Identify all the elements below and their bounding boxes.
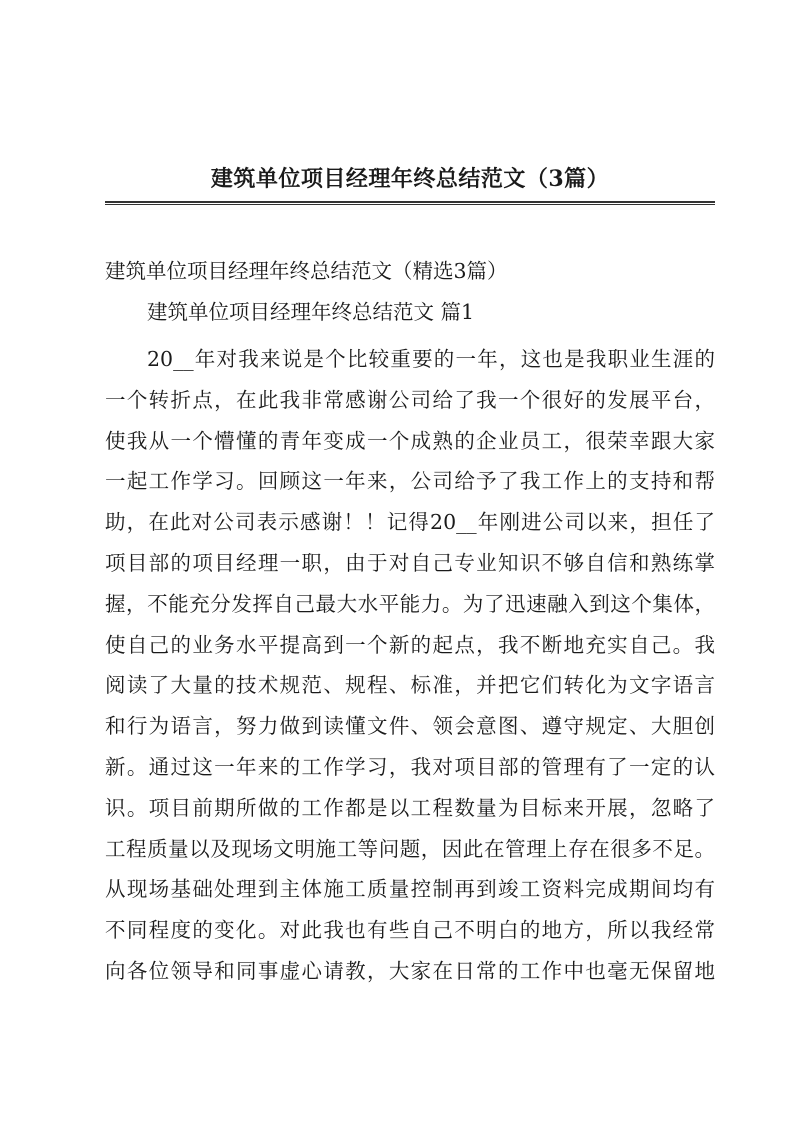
body-paragraph [105,339,725,992]
body-line: 20__年对我来说是个比较重要的一年，这也是我职业生涯的 [147,347,715,371]
body-line: 使我从一个懵懂的青年变成一个成熟的企业员工，很荣幸跟大家 [105,428,715,453]
body-line: 一个转折点，在此我非常感谢公司给了我一个很好的发展平台， [105,387,715,412]
body-line: 助，在此对公司表示感谢！！记得20__年刚进公司以来，担任了 [105,510,715,535]
body-line: 不同程度的变化。对此我也有些自己不明白的地方，所以我经常 [105,918,715,943]
body-line: 使自己的业务水平提高到一个新的起点，我不断地充实自己。我 [105,632,715,657]
document-title: 建筑单位项目经理年终总结范文（3篇） [210,166,610,192]
body-line: 和行为语言，努力做到读懂文件、领会意图、遵守规定、大胆创 [105,714,715,739]
body-line: 阅读了大量的技术规范、规程、标准，并把它们转化为文字语言 [105,673,715,698]
body-line: 握，不能充分发挥自己最大水平能力。为了迅速融入到这个集体， [105,591,715,616]
body-line: 工程质量以及现场文明施工等问题，因此在管理上存在很多不足。 [105,836,715,861]
title-divider [105,201,715,205]
body-line: 识。项目前期所做的工作都是以工程数量为目标来开展，忽略了 [105,795,715,820]
body-line: 从现场基础处理到主体施工质量控制再到竣工资料完成期间均有 [105,877,715,902]
section-heading: 建筑单位项目经理年终总结范文 篇1 [147,300,475,324]
body-line: 一起工作学习。回顾这一年来，公司给予了我工作上的支持和帮 [105,469,715,494]
body-line: 项目部的项目经理一职，由于对自己专业知识不够自信和熟练掌 [105,550,715,575]
body-line: 向各位领导和同事虚心请教，大家在日常的工作中也毫无保留地 [105,958,715,983]
body-line: 新。通过这一年来的工作学习，我对项目部的管理有了一定的认 [105,754,715,779]
document-subtitle: 建筑单位项目经理年终总结范文（精选3篇） [105,259,508,283]
